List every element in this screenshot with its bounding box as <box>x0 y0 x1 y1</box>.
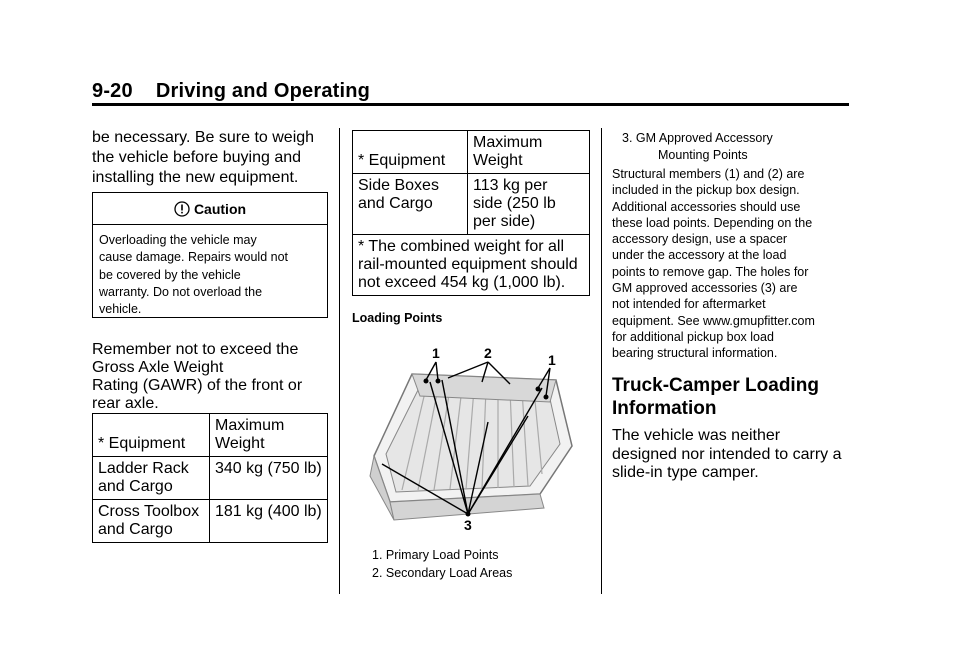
equipment-table-2 <box>352 130 590 296</box>
text-line: warranty. Do not overload the <box>99 284 263 299</box>
text-line: Truck-Camper Loading <box>612 375 819 396</box>
text-line: and Cargo <box>98 521 173 538</box>
table-footnote-row <box>353 235 590 296</box>
text-line: be covered by the vehicle <box>99 267 241 282</box>
text-line: not intended for aftermarket <box>612 297 766 312</box>
text-line: accessory design, use a spacer <box>612 232 788 247</box>
text-line: Cross Toolbox <box>98 503 200 520</box>
text-line: GM approved accessories (3) are <box>612 281 798 296</box>
header-equipment: * Equipment <box>353 131 468 174</box>
section-title: Driving and Operating <box>155 80 371 102</box>
text-line: bearing structural information. <box>612 346 778 361</box>
equipment-table-1 <box>92 413 328 543</box>
table-header-row <box>353 131 590 174</box>
text-line: equipment. See www.gmupfitter.com <box>612 313 815 328</box>
cell-weight: 340 kg (750 lb) <box>210 457 328 500</box>
table-footnote <box>353 235 590 296</box>
warning-icon <box>174 201 190 217</box>
text-line: Gross Axle Weight <box>92 359 224 376</box>
legend-item: 1. Primary Load Points <box>372 548 499 562</box>
text-line: Additional accessories should use <box>612 199 801 214</box>
cell-weight: 181 kg (400 lb) <box>210 500 328 543</box>
legend-item: 2. Secondary Load Areas <box>372 566 513 580</box>
section-heading <box>612 374 852 420</box>
text-line: these load points. Depending on the <box>612 215 813 230</box>
text-line: Remember not to exceed the <box>92 341 299 358</box>
text-line: Information <box>612 398 717 419</box>
text-line: vehicle. <box>99 302 142 317</box>
text-line: be necessary. Be sure to weigh <box>92 129 315 146</box>
gawr-paragraph <box>92 341 332 413</box>
page-header <box>92 80 370 103</box>
text-line: installing the new equipment. <box>92 169 299 186</box>
callout-1-right: 1 <box>548 352 556 368</box>
text-line: Side Boxes <box>358 177 439 194</box>
header-max-weight: Maximum Weight <box>468 131 590 174</box>
text-line: per side) <box>473 213 536 230</box>
text-line: 3. GM Approved Accessory <box>622 131 773 145</box>
cell-equipment <box>93 457 210 500</box>
cell-equipment <box>353 174 468 235</box>
caution-title: Caution <box>193 200 247 217</box>
text-line: * The combined weight for all <box>358 238 565 255</box>
text-line: rear axle. <box>92 395 159 412</box>
text-line: cause damage. Repairs would not <box>99 250 289 265</box>
caution-text <box>93 225 327 318</box>
caution-box <box>92 192 328 318</box>
illustration-legend <box>372 546 512 582</box>
text-line: for additional pickup box load <box>612 329 774 344</box>
caution-header <box>93 193 327 225</box>
table-row <box>93 500 328 543</box>
text-line: Structural members (1) and (2) are <box>612 167 805 181</box>
text-line: and Cargo <box>358 195 433 212</box>
text-line: The vehicle was neither <box>612 427 781 444</box>
structural-paragraph <box>612 166 852 362</box>
text-line: included in the pickup box design. <box>612 183 800 198</box>
text-line: not exceed 454 kg (1,000 lb). <box>358 274 566 291</box>
text-line: under the accessory at the load <box>612 248 787 263</box>
text-line: Rating (GAWR) of the front or <box>92 377 303 394</box>
text-line: the vehicle before buying and <box>92 149 302 166</box>
page-number: 9-20 <box>92 80 133 102</box>
column-divider <box>601 128 602 594</box>
table-row <box>353 174 590 235</box>
header-rule <box>92 103 849 106</box>
text-line: Mounting Points <box>658 147 748 162</box>
text-line: points to remove gap. The holes for <box>612 264 809 279</box>
callout-1-left: 1 <box>432 345 440 361</box>
camper-paragraph <box>612 427 852 483</box>
cell-weight <box>468 174 590 235</box>
header-equipment: * Equipment <box>93 414 210 457</box>
column-divider <box>339 128 340 594</box>
text-line: and Cargo <box>98 478 173 495</box>
header-max-weight: Maximum Weight <box>210 414 328 457</box>
text-line: Ladder Rack <box>98 460 189 477</box>
loading-points-title: Loading Points <box>352 311 443 325</box>
callout-2: 2 <box>484 345 492 361</box>
text-line: side (250 lb <box>473 195 556 212</box>
callout-3: 3 <box>464 517 472 533</box>
legend-item-3 <box>612 130 842 163</box>
text-line: Overloading the vehicle may <box>99 233 257 247</box>
text-line: designed nor intended to carry a <box>612 445 842 463</box>
text-line: rail-mounted equipment should <box>358 256 578 273</box>
text-line: slide-in type camper. <box>612 464 759 481</box>
table-row <box>93 457 328 500</box>
text-line: 113 kg per <box>473 177 548 194</box>
pickup-box-illustration <box>360 344 580 534</box>
intro-paragraph <box>92 128 332 188</box>
cell-equipment <box>93 500 210 543</box>
table-header-row <box>93 414 328 457</box>
